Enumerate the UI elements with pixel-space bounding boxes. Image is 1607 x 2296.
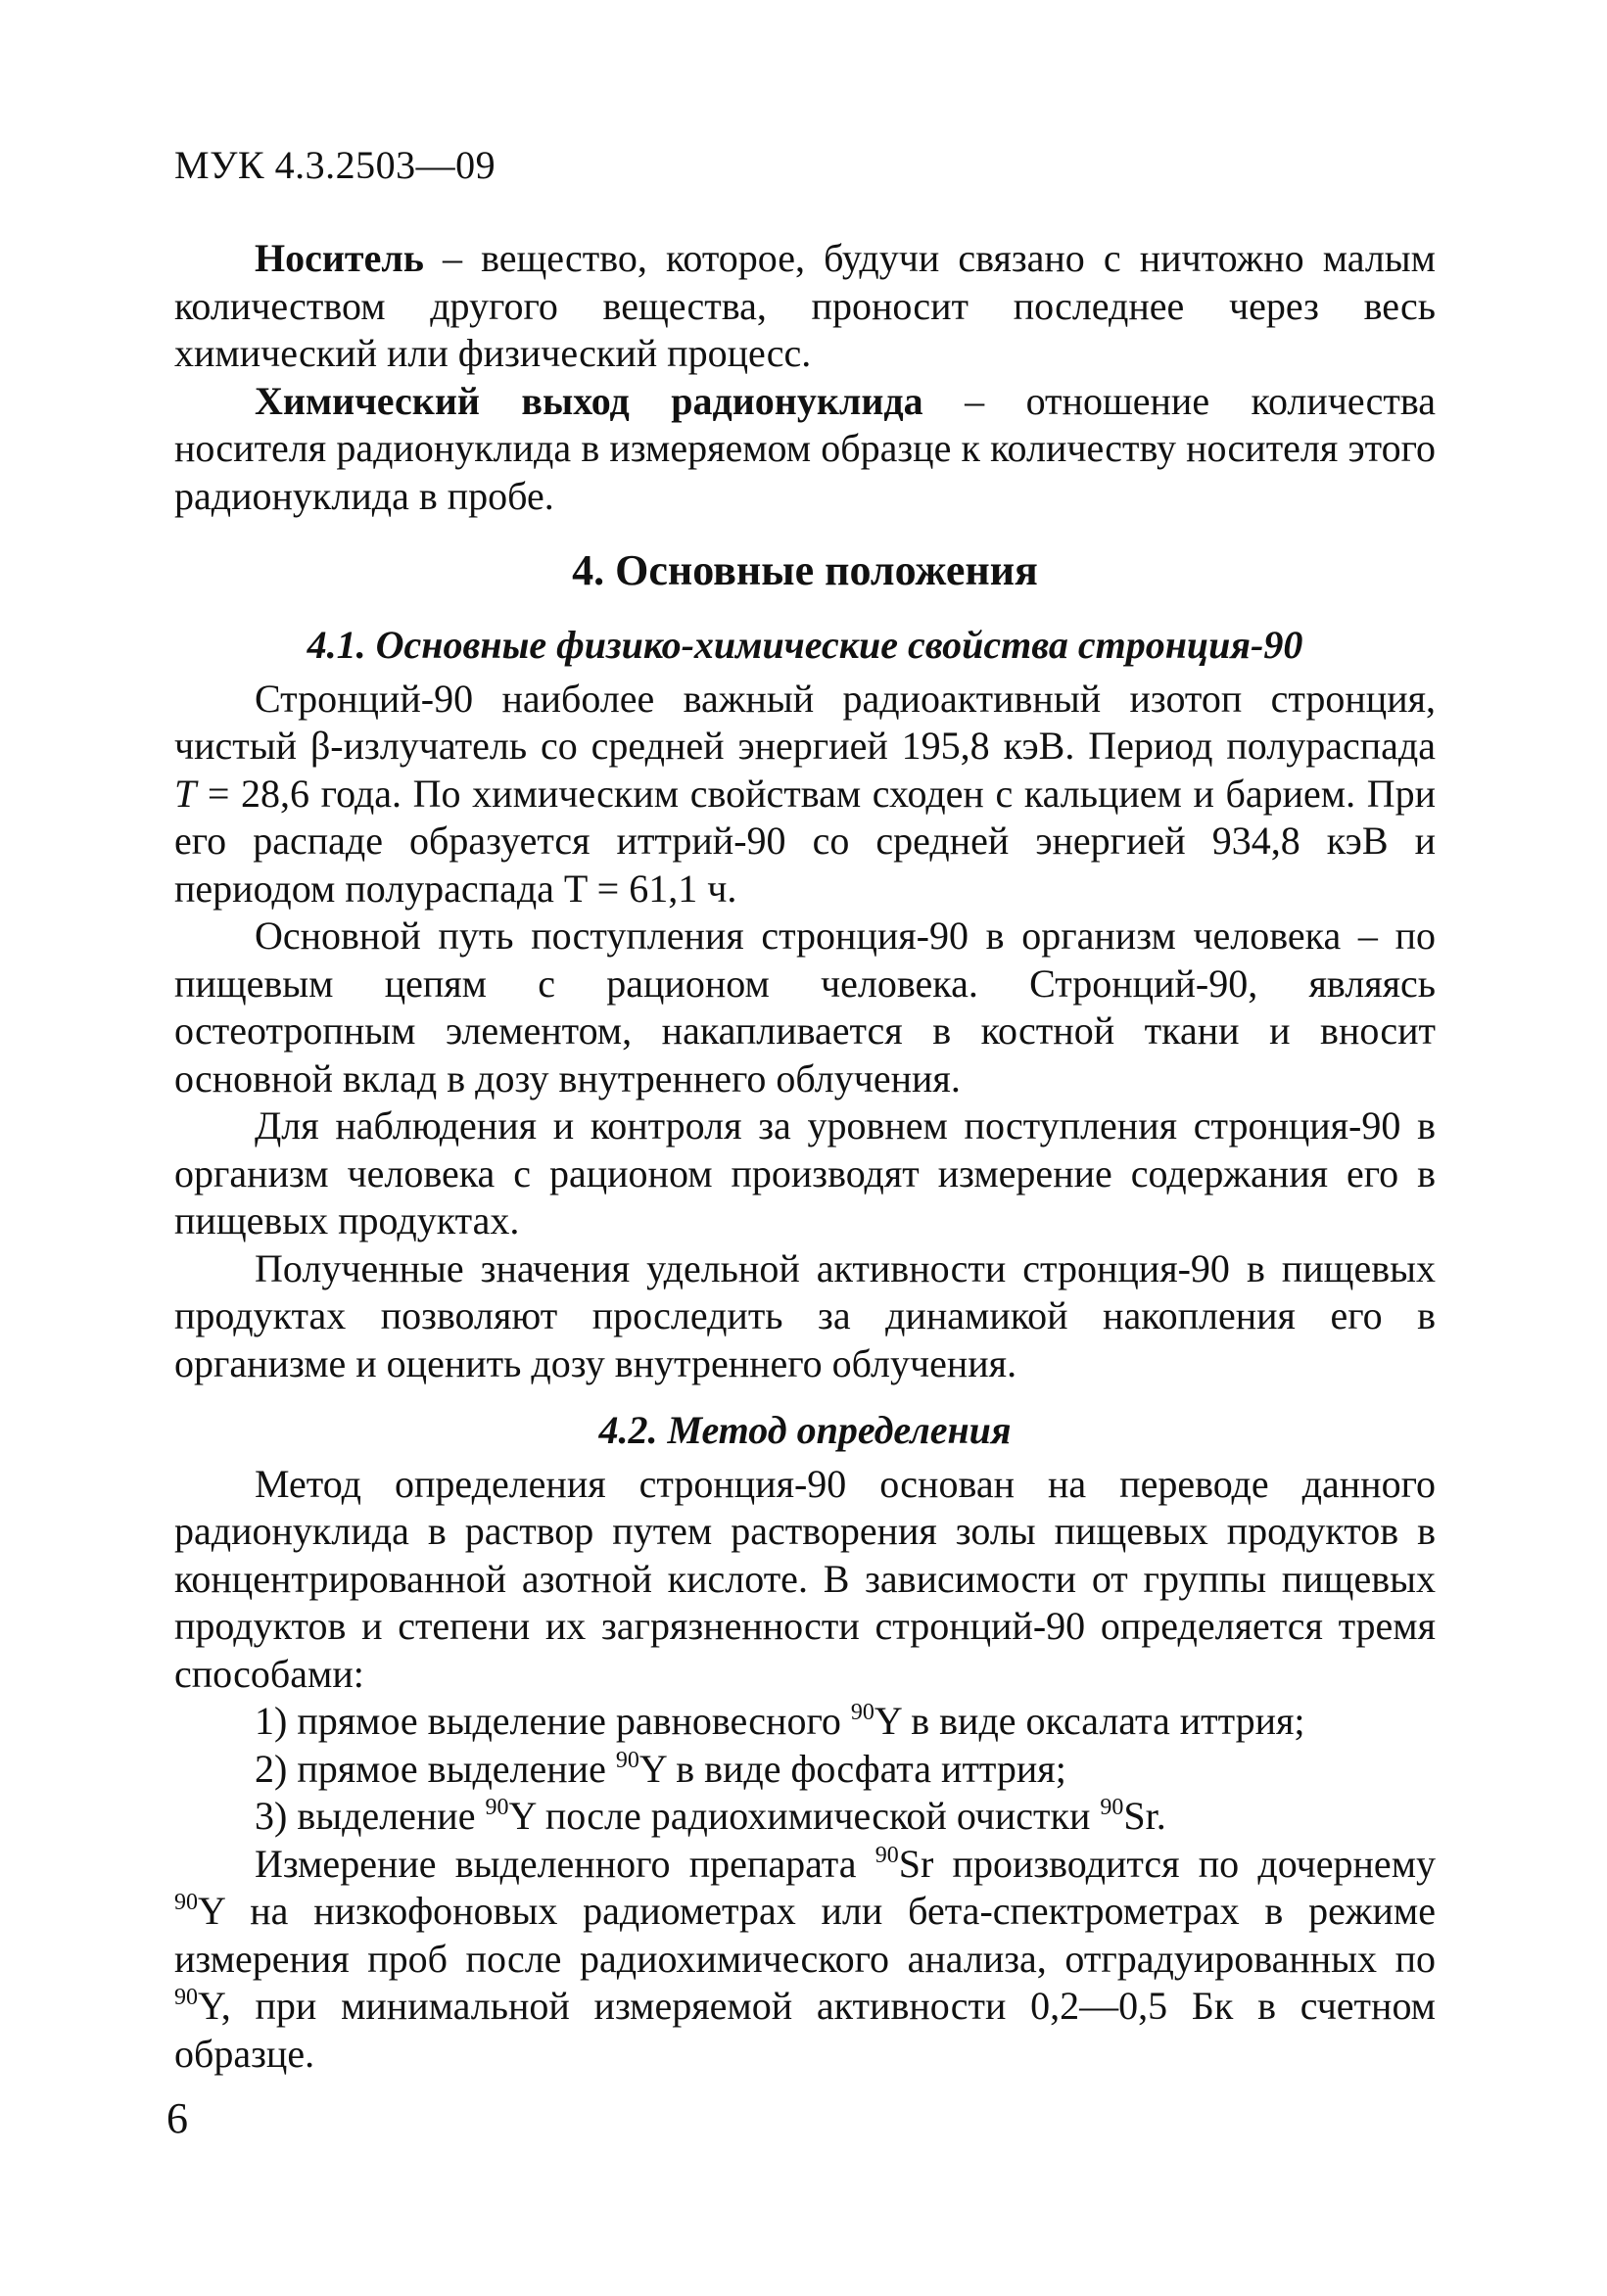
- symbol-t: T: [174, 771, 197, 816]
- list-item: [174, 1746, 1436, 1794]
- isotope-superscript: 90: [615, 1747, 639, 1773]
- definition-chemical-yield: [174, 378, 1436, 521]
- page-content: [174, 235, 1436, 2078]
- text-run: Y на низкофоновых радиометрах или бета-спектрометрах в режиме измерения проб после радиохимического анализа, отградуированных по: [174, 1889, 1436, 1981]
- text-run: 3) выделение: [255, 1794, 486, 1838]
- text-run: Y, при минимальной измеряемой активности 0,2—0,5 Бк в счетном образце.: [174, 1984, 1436, 2076]
- page-number: 6: [166, 2094, 188, 2142]
- isotope-superscript: 90: [174, 1890, 198, 1915]
- subsection-heading: 4.2. Метод определения: [598, 1408, 1012, 1452]
- text-run: = 28,6 года. По химическим свойствам сходен с кальцием и барием. При его распаде образуется иттрий-90 со средней энергией 934,8 кэВ и периодом полураспада T = 61,1 ч.: [174, 771, 1436, 911]
- paragraph: [174, 1841, 1436, 2079]
- isotope-superscript: 90: [850, 1700, 874, 1725]
- subsection-heading: 4.1. Основные физико-химические свойства стронция-90: [307, 623, 1303, 667]
- text-run: Измерение выделенного препарата: [255, 1841, 875, 1886]
- text-run: Y в виде оксалата иттрия;: [874, 1699, 1305, 1743]
- text-run: Sr.: [1123, 1794, 1166, 1838]
- isotope-superscript: 90: [874, 1842, 899, 1868]
- paragraph: Полученные значения удельной активности стронция-90 в пищевых продуктах позволяют проследить за динамикой накопления его в организме и оценить дозу внутреннего облучения.: [174, 1245, 1436, 1385]
- paragraph: Метод определения стронция-90 основан на переводе данного радионуклида в раствор путем растворения золы пищевых продуктов в концентрированной азотной кислоте. В зависимости от группы пищевых продуктов и степени их загрязненности стронций-90 определяется тремя способами:: [174, 1461, 1436, 1696]
- isotope-superscript: 90: [174, 1985, 198, 2010]
- paragraph: Основной путь поступления стронция-90 в организм человека – по пищевым цепям с рационом человека. Стронций-90, являясь остеотропным элементом, накапливается в костной ткани и вносит основной вклад в дозу внутреннего облучения.: [174, 914, 1436, 1101]
- definition-carrier: [174, 235, 1436, 378]
- list-item: [174, 1793, 1436, 1841]
- text-run: Y после радиохимической очистки: [508, 1794, 1101, 1838]
- isotope-superscript: 90: [485, 1795, 509, 1820]
- text-run: 2) прямое выделение: [255, 1746, 616, 1791]
- definition-text: – вещество, которое, будучи связано с ничтожно малым количеством другого вещества, проносит последнее через весь химический или физический процесс.: [174, 236, 1436, 375]
- text-run: 1) прямое выделение равновесного: [255, 1699, 851, 1743]
- definition-text: – отношение количества носителя радионуклида в измеряемом образце к количеству носителя этого радионуклида в пробе.: [174, 378, 1437, 518]
- text-run: Y в виде фосфата иттрия;: [638, 1746, 1066, 1791]
- paragraph: [174, 676, 1436, 914]
- text-run: Sr производится по дочернему: [898, 1841, 1436, 1886]
- isotope-superscript: 90: [1100, 1795, 1124, 1820]
- definition-term: Химический выход радионуклида: [255, 378, 923, 423]
- list-item: [174, 1698, 1436, 1746]
- text-run: Стронций-90 наиболее важный радиоактивный изотоп стронция, чистый β-излучатель со средней энергией 195,8 кэВ. Период полураспада: [174, 676, 1436, 768]
- section-heading: 4. Основные положения: [572, 546, 1038, 594]
- document-code: МУК 4.3.2503—09: [174, 143, 496, 187]
- paragraph: Для наблюдения и контроля за уровнем поступления стронция-90 в организм человека с рационом производят измерение содержания его в пищевых продуктах.: [174, 1103, 1436, 1242]
- definition-term: Носитель: [255, 236, 424, 280]
